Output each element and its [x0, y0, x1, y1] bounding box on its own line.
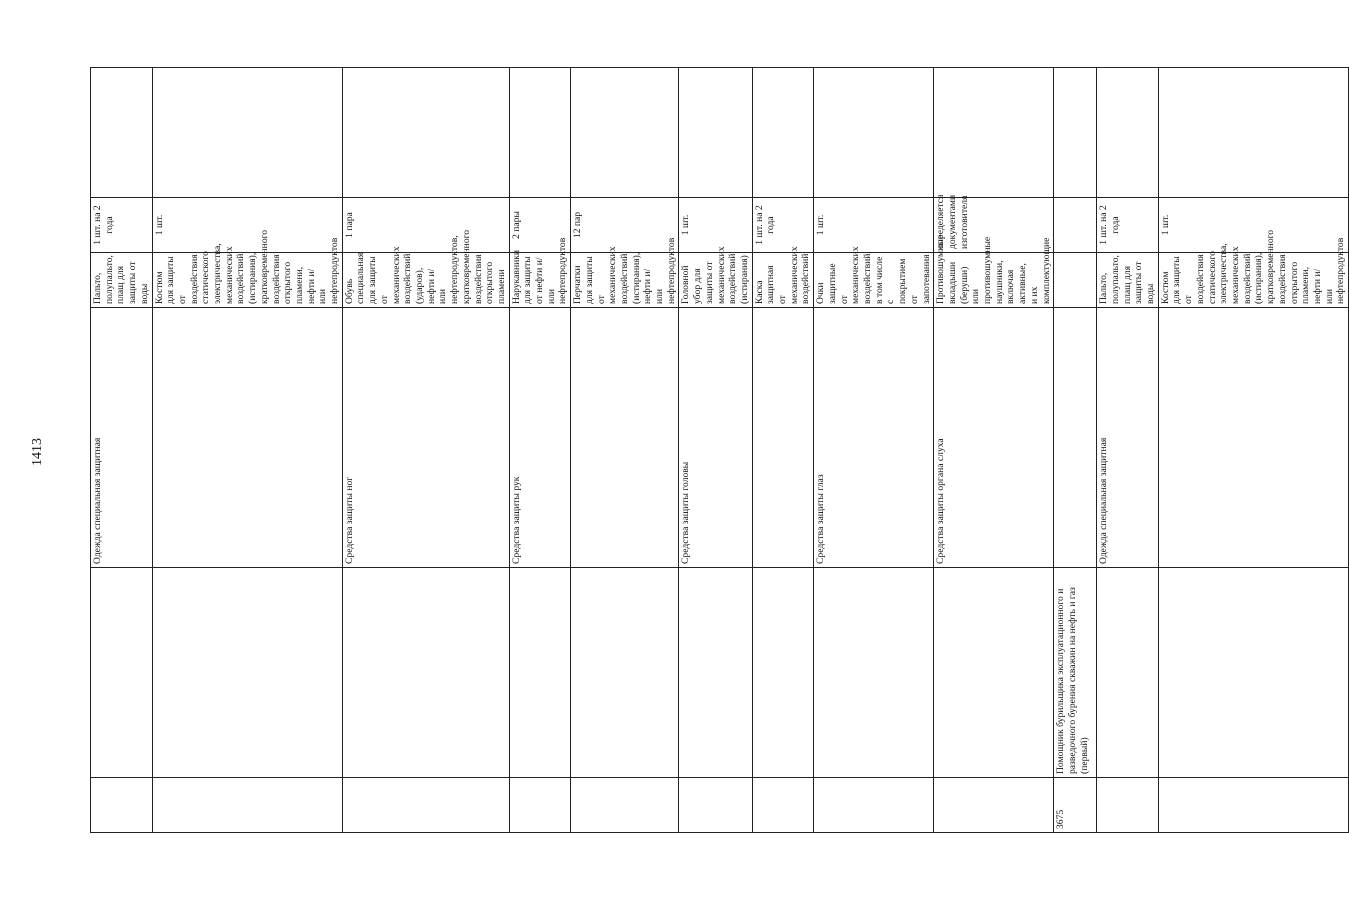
- cell-item: Головной убор для защиты от механических воздействий (истирания): [679, 253, 752, 308]
- cell-quantity: 1 шт.: [679, 198, 752, 253]
- cell-category: [1054, 308, 1097, 568]
- table-row: [91, 68, 153, 833]
- cell-quantity: 1 шт. на 2 года: [91, 198, 153, 253]
- cell-code: [752, 778, 814, 833]
- cell-profession: [814, 568, 934, 778]
- table-row: [342, 68, 509, 833]
- cell-quantity: 1 пара: [342, 198, 509, 253]
- cell-quantity: определяется документами изготовителя: [934, 198, 1054, 253]
- cell-blank: [1097, 68, 1159, 198]
- cell-blank: [152, 68, 342, 198]
- table-row: [1097, 68, 1159, 833]
- cell-blank: [342, 68, 509, 198]
- table-row: [571, 68, 679, 833]
- ppe-norms-table-rotated: [90, 68, 1347, 833]
- cell-category: Средства защиты рук: [509, 308, 571, 568]
- cell-category: Одежда специальная защитная: [91, 308, 153, 568]
- cell-code: [91, 778, 153, 833]
- table-row: [152, 68, 342, 833]
- cell-quantity: 1 шт.: [152, 198, 342, 253]
- cell-item: Очки защитные от механических воздействий, в том числе с покрытием от запотевания: [814, 253, 934, 308]
- cell-blank: [814, 68, 934, 198]
- cell-code: [509, 778, 571, 833]
- cell-code: [1097, 778, 1159, 833]
- cell-blank: [509, 68, 571, 198]
- cell-blank: [1158, 68, 1348, 198]
- cell-category: Средства защиты головы: [679, 308, 752, 568]
- cell-item: Костюм для защиты от воздействия статического электричества, механических воздействий (истирания), кратковременного воздействия открытого пламени, нефти и/или нефтепродуктов: [152, 253, 342, 308]
- cell-category: [1158, 308, 1348, 568]
- cell-profession: Помощник бурильщика эксплуатационного и разведочного бурения скважин на нефть и газ (первый): [1054, 568, 1097, 778]
- cell-category: Одежда специальная защитная: [1097, 308, 1159, 568]
- cell-code: 3675: [1054, 778, 1097, 833]
- cell-profession: [934, 568, 1054, 778]
- cell-item: Противошумные вкладыши (беруши) или противошумные наушники, включая активные, и их комплектующие: [934, 253, 1054, 308]
- cell-profession: [571, 568, 679, 778]
- cell-profession: [1158, 568, 1348, 778]
- cell-profession: [152, 568, 342, 778]
- cell-quantity: 1 шт. на 2 года: [1097, 198, 1159, 253]
- table-row: [509, 68, 571, 833]
- cell-code: [571, 778, 679, 833]
- cell-profession: [342, 568, 509, 778]
- table-row: [814, 68, 934, 833]
- cell-code: [1158, 778, 1348, 833]
- cell-item: Каска защитная от механических воздействий: [752, 253, 814, 308]
- cell-quantity: 1 шт.: [814, 198, 934, 253]
- cell-code: [679, 778, 752, 833]
- cell-code: [934, 778, 1054, 833]
- table-row: [934, 68, 1054, 833]
- cell-blank: [91, 68, 153, 198]
- cell-profession: [679, 568, 752, 778]
- cell-code: [152, 778, 342, 833]
- ppe-norms-table: [90, 67, 1349, 833]
- cell-item: [1054, 253, 1097, 308]
- page-number: 1413: [30, 438, 45, 466]
- cell-category: Средства защиты ног: [342, 308, 509, 568]
- cell-category: [752, 308, 814, 568]
- cell-category: [152, 308, 342, 568]
- cell-item: Костюм для защиты от воздействия статического электричества, механических воздействий (истирания), кратковременного воздействия открытого пламени, нефти и/или нефтепродуктов: [1158, 253, 1348, 308]
- cell-quantity: [1054, 198, 1097, 253]
- cell-quantity: 2 пары: [509, 198, 571, 253]
- cell-blank: [752, 68, 814, 198]
- cell-blank: [679, 68, 752, 198]
- table-row: [1158, 68, 1348, 833]
- table-body: [91, 68, 1349, 833]
- cell-category: [571, 308, 679, 568]
- table-row: [679, 68, 752, 833]
- cell-item: Пальто, полупальто, плащ для защиты от воды: [91, 253, 153, 308]
- cell-quantity: 1 шт.: [1158, 198, 1348, 253]
- cell-quantity: 12 пар: [571, 198, 679, 253]
- table-row: [752, 68, 814, 833]
- cell-blank: [934, 68, 1054, 198]
- cell-blank: [571, 68, 679, 198]
- cell-profession: [509, 568, 571, 778]
- cell-quantity: 1 шт. на 2 года: [752, 198, 814, 253]
- cell-item: Обувь специальная для защиты от механических воздействий (ударов), нефти и/или нефтепродуктов, кратковременного воздействия открытого пламени: [342, 253, 509, 308]
- cell-code: [814, 778, 934, 833]
- cell-item: Перчатки для защиты от механических воздействий (истирания), нефти и/или нефтепродуктов: [571, 253, 679, 308]
- cell-item: Нарукавники для защиты от нефти и/или нефтепродуктов: [509, 253, 571, 308]
- cell-code: [342, 778, 509, 833]
- cell-item: Пальто, полупальто, плащ для защиты от воды: [1097, 253, 1159, 308]
- cell-profession: [752, 568, 814, 778]
- cell-profession: [91, 568, 153, 778]
- table-row: [1054, 68, 1097, 833]
- cell-profession: [1097, 568, 1159, 778]
- cell-category: Средства защиты органа слуха: [934, 308, 1054, 568]
- cell-blank: [1054, 68, 1097, 198]
- cell-category: Средства защиты глаз: [814, 308, 934, 568]
